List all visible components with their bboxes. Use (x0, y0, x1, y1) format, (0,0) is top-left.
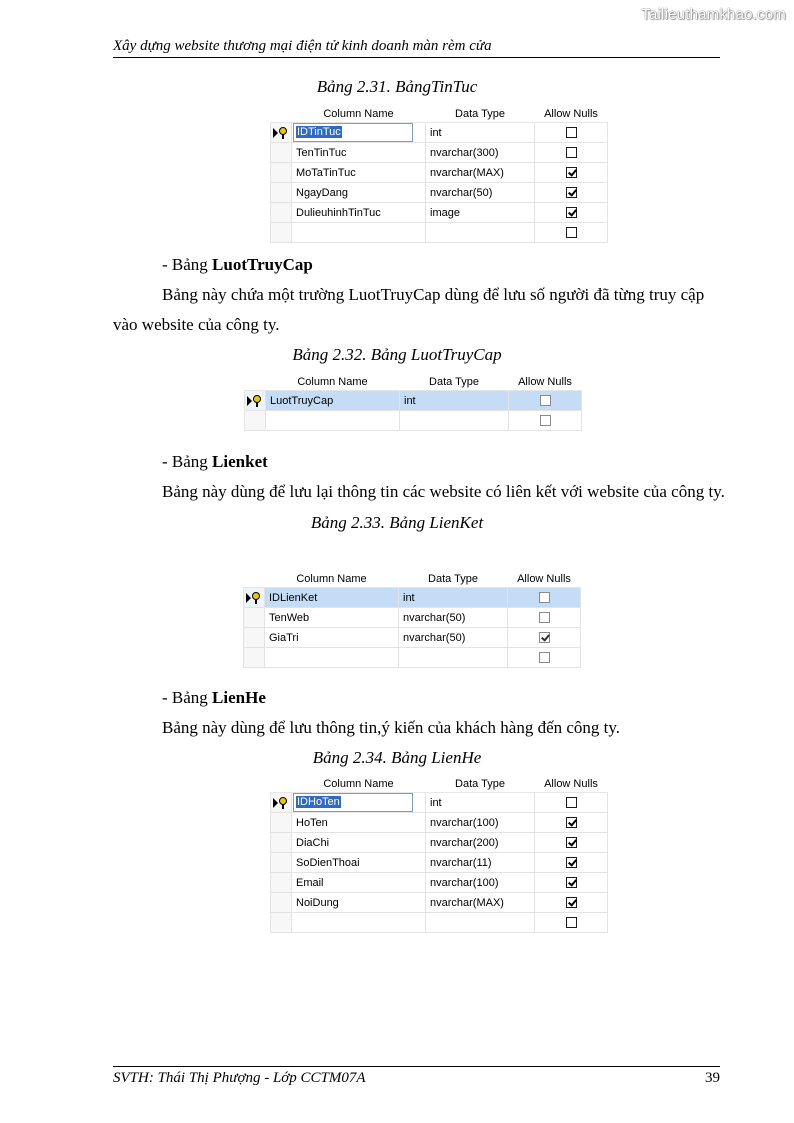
table-row[interactable] (244, 588, 581, 608)
column-name-cell[interactable]: TenTinTuc (292, 143, 426, 163)
column-name-cell[interactable]: DiaChi (292, 833, 426, 853)
data-type-cell[interactable]: nvarchar(50) (399, 608, 508, 628)
data-type-cell[interactable] (399, 648, 508, 668)
column-name-cell[interactable]: LuotTruyCap (266, 391, 400, 411)
col-header-name: Column Name (265, 570, 399, 588)
column-name-cell[interactable] (292, 793, 426, 813)
primary-key-icon (273, 797, 289, 809)
column-name-edit[interactable]: IDHoTen (293, 793, 413, 812)
primary-key-icon (273, 127, 289, 139)
table-row[interactable] (271, 873, 608, 893)
row-selector[interactable] (271, 183, 292, 203)
column-name-cell[interactable] (292, 223, 426, 243)
table-row[interactable] (244, 628, 581, 648)
allow-nulls-checkbox[interactable] (566, 837, 577, 848)
empty-row[interactable] (271, 223, 608, 243)
watermark: Tailieuthamkhao.com (641, 6, 786, 23)
allow-nulls-checkbox[interactable] (566, 127, 577, 138)
allow-nulls-checkbox[interactable] (539, 632, 550, 643)
row-selector[interactable] (271, 813, 292, 833)
column-name-cell[interactable]: MoTaTinTuc (292, 163, 426, 183)
table-row[interactable] (271, 163, 608, 183)
row-selector[interactable] (244, 648, 265, 668)
row-selector[interactable] (271, 163, 292, 183)
row-selector[interactable] (244, 588, 265, 608)
allow-nulls-checkbox[interactable] (566, 877, 577, 888)
allow-nulls-checkbox[interactable] (539, 652, 550, 663)
caption-table-2-33: Bảng 2.33. Bảng LienKet (310, 513, 484, 532)
data-type-cell[interactable]: nvarchar(50) (399, 628, 508, 648)
row-selector[interactable] (245, 411, 266, 431)
col-header-name: Column Name (266, 373, 400, 391)
page-number: 39 (705, 1070, 720, 1086)
row-selector[interactable] (271, 893, 292, 913)
table-row[interactable] (271, 853, 608, 873)
row-selector[interactable] (271, 203, 292, 223)
grid-luottruycap (244, 373, 582, 431)
page-footer (113, 1066, 720, 1087)
data-type-cell[interactable]: nvarchar(50) (426, 183, 535, 203)
col-header-name: Column Name (292, 775, 426, 793)
allow-nulls-checkbox[interactable] (566, 227, 577, 238)
table-row[interactable] (271, 893, 608, 913)
allow-nulls-checkbox[interactable] (566, 857, 577, 868)
section-heading-lienhe: - Bảng LienHe (162, 688, 266, 707)
primary-key-icon (246, 592, 262, 604)
section-heading-lienket: - Bảng Lienket (162, 452, 268, 471)
column-name-cell[interactable]: TenWeb (265, 608, 399, 628)
data-type-cell[interactable]: nvarchar(100) (426, 813, 535, 833)
data-type-cell[interactable]: image (426, 203, 535, 223)
row-selector[interactable] (271, 833, 292, 853)
data-type-cell[interactable]: nvarchar(200) (426, 833, 535, 853)
paragraph-line: vào website của công ty. (113, 315, 280, 334)
row-selector[interactable] (271, 223, 292, 243)
column-name-cell[interactable] (292, 123, 426, 143)
row-selector[interactable] (244, 628, 265, 648)
grid-tintuc (270, 105, 608, 243)
primary-key-icon (247, 395, 263, 407)
data-type-cell[interactable]: nvarchar(300) (426, 143, 535, 163)
paragraph-line: Bảng này chứa một trường LuotTruyCap dùng để lưu số người đã từng truy cập (162, 285, 705, 304)
col-header-nulls: Allow Nulls (509, 373, 582, 391)
data-type-cell[interactable]: nvarchar(100) (426, 873, 535, 893)
caption-table-2-31: Bảng 2.31. BảngTinTuc (316, 77, 478, 96)
grid-lienhe (270, 775, 608, 933)
empty-row[interactable] (244, 648, 581, 668)
allow-nulls-checkbox[interactable] (540, 415, 551, 426)
data-type-cell[interactable] (426, 913, 535, 933)
data-type-cell[interactable]: nvarchar(MAX) (426, 163, 535, 183)
table-row[interactable] (244, 608, 581, 628)
data-type-cell[interactable]: int (426, 123, 535, 143)
empty-row[interactable] (271, 913, 608, 933)
row-selector[interactable] (271, 143, 292, 163)
row-selector[interactable] (271, 873, 292, 893)
allow-nulls-checkbox[interactable] (566, 167, 577, 178)
allow-nulls-checkbox[interactable] (566, 797, 577, 808)
table-row[interactable] (245, 391, 582, 411)
allow-nulls-checkbox[interactable] (566, 897, 577, 908)
row-selector[interactable] (271, 123, 292, 143)
column-name-cell[interactable] (292, 913, 426, 933)
empty-row[interactable] (245, 411, 582, 431)
allow-nulls-checkbox[interactable] (566, 917, 577, 928)
table-row[interactable] (271, 813, 608, 833)
col-header-type: Data Type (399, 570, 508, 588)
allow-nulls-checkbox[interactable] (539, 592, 550, 603)
col-header-nulls: Allow Nulls (508, 570, 581, 588)
column-name-cell[interactable]: SoDienThoai (292, 853, 426, 873)
grid-lienket (243, 570, 581, 668)
allow-nulls-checkbox[interactable] (539, 612, 550, 623)
col-header-type: Data Type (426, 775, 535, 793)
column-name-cell[interactable]: DulieuhinhTinTuc (292, 203, 426, 223)
row-selector[interactable] (244, 608, 265, 628)
allow-nulls-checkbox[interactable] (566, 187, 577, 198)
row-selector[interactable] (271, 913, 292, 933)
column-name-cell[interactable]: IDLienKet (265, 588, 399, 608)
data-type-cell[interactable] (400, 411, 509, 431)
paragraph-line: Bảng này dùng để lưu lại thông tin các website có liên kết với website của công ty. (162, 482, 725, 501)
section-heading-luottruycap: - Bảng LuotTruyCap (162, 255, 313, 274)
caption-table-2-32: Bảng 2.32. Bảng LuotTruyCap (292, 345, 502, 364)
caption-table-2-34: Bảng 2.34. Bảng LienHe (312, 748, 482, 767)
footer-author: SVTH: Thái Thị Phượng - Lớp CCTM07A (113, 1070, 366, 1086)
table-row[interactable] (271, 143, 608, 163)
data-type-cell[interactable] (426, 223, 535, 243)
table-row[interactable] (271, 123, 608, 143)
column-name-cell[interactable] (265, 648, 399, 668)
col-header-nulls: Allow Nulls (535, 775, 608, 793)
row-selector[interactable] (271, 853, 292, 873)
column-name-cell[interactable] (266, 411, 400, 431)
column-name-cell[interactable]: HoTen (292, 813, 426, 833)
table-row[interactable] (271, 203, 608, 223)
data-type-cell[interactable]: int (399, 588, 508, 608)
table-row[interactable] (271, 833, 608, 853)
col-header-nulls: Allow Nulls (535, 105, 608, 123)
table-row[interactable] (271, 183, 608, 203)
column-name-cell[interactable]: Email (292, 873, 426, 893)
allow-nulls-checkbox[interactable] (540, 395, 551, 406)
data-type-cell[interactable]: nvarchar(11) (426, 853, 535, 873)
allow-nulls-checkbox[interactable] (566, 207, 577, 218)
allow-nulls-checkbox[interactable] (566, 817, 577, 828)
col-header-type: Data Type (426, 105, 535, 123)
col-header-type: Data Type (400, 373, 509, 391)
column-name-cell[interactable]: NoiDung (292, 893, 426, 913)
running-header: Xây dựng website thương mại điện tử kinh doanh màn rèm cửa (113, 38, 720, 58)
row-selector[interactable] (245, 391, 266, 411)
data-type-cell[interactable]: nvarchar(MAX) (426, 893, 535, 913)
data-type-cell[interactable]: int (400, 391, 509, 411)
row-selector[interactable] (271, 793, 292, 813)
column-name-cell[interactable]: NgayDang (292, 183, 426, 203)
paragraph-line: Bảng này dùng để lưu thông tin,ý kiến của khách hàng đến công ty. (162, 718, 621, 737)
allow-nulls-checkbox[interactable] (566, 147, 577, 158)
column-name-edit[interactable]: IDTinTuc (293, 123, 413, 142)
col-header-name: Column Name (292, 105, 426, 123)
column-name-cell[interactable]: GiaTri (265, 628, 399, 648)
table-row[interactable] (271, 793, 608, 813)
data-type-cell[interactable]: int (426, 793, 535, 813)
